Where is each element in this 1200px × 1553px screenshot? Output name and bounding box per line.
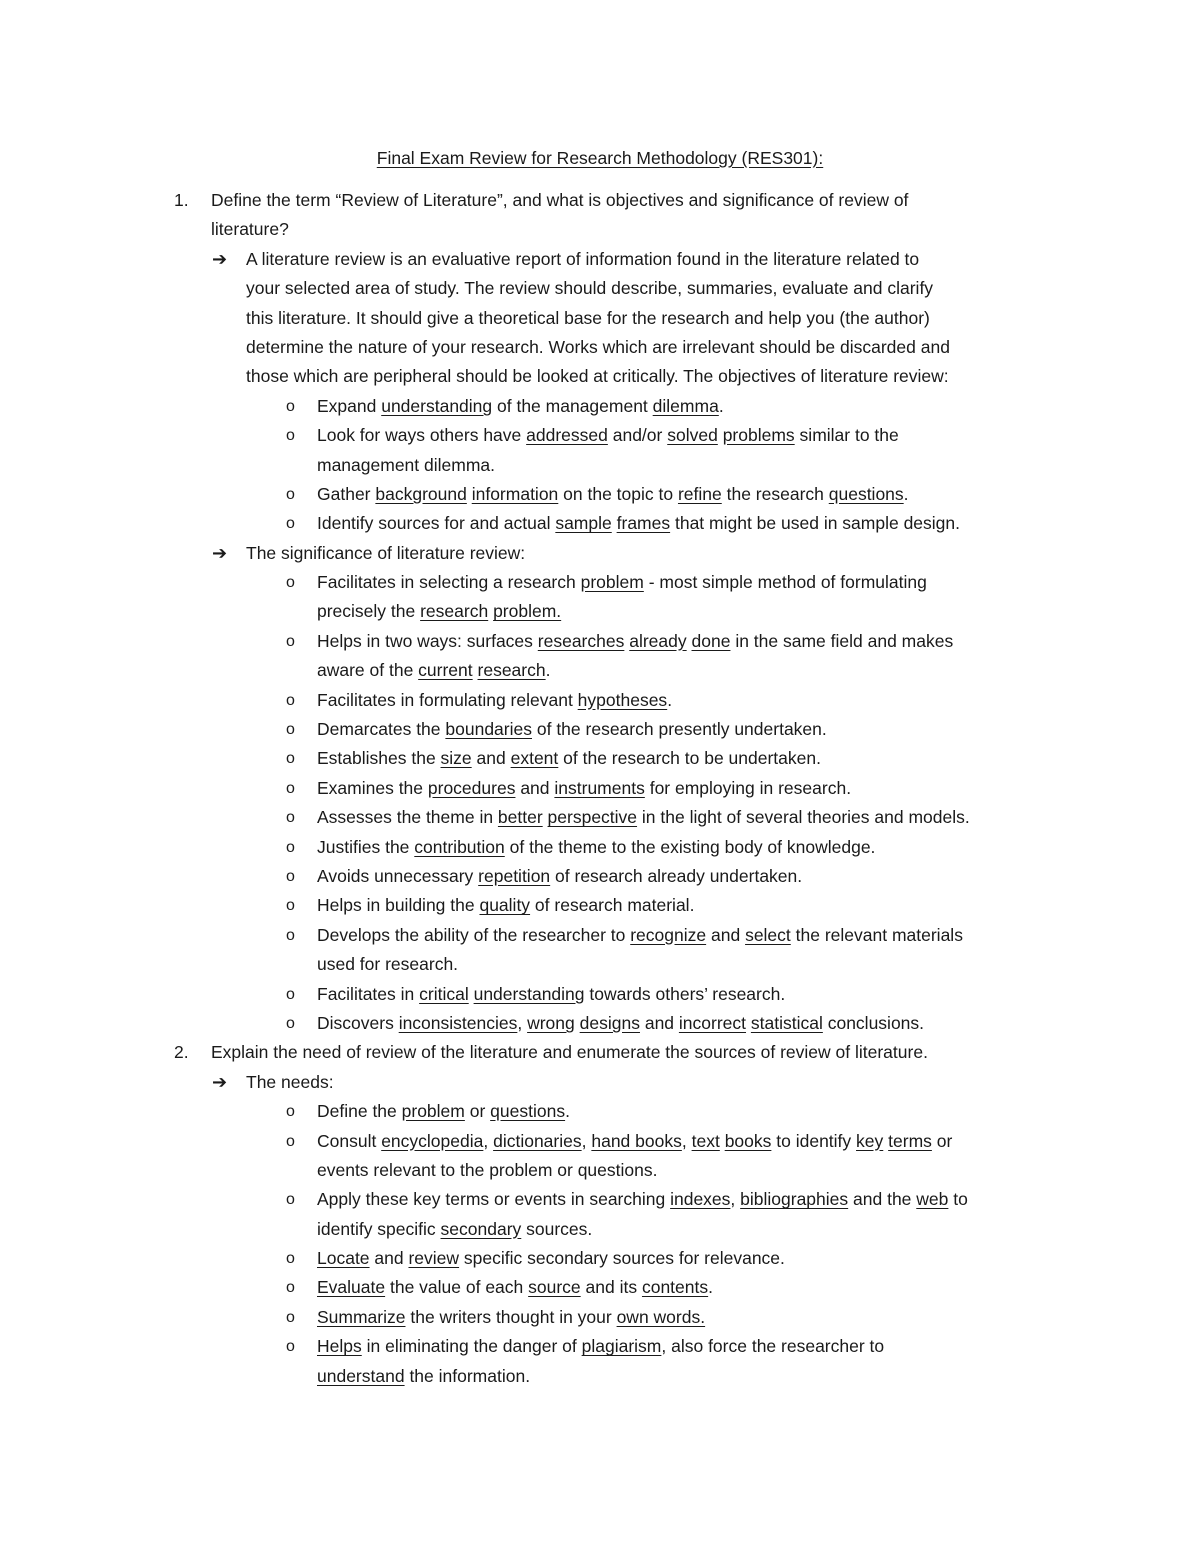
line-text: Avoids unnecessary repetition of research already undertaken. — [317, 865, 803, 886]
bullet-icon: o — [286, 1191, 295, 1209]
text-line — [0, 1215, 1200, 1244]
underlined-term: encyclopedia — [381, 1130, 484, 1151]
text-line — [0, 568, 1200, 597]
text-line — [0, 1009, 1200, 1038]
underlined-term: Locate — [317, 1248, 370, 1269]
text-line — [0, 480, 1200, 509]
text-line — [0, 186, 1200, 215]
text-line — [0, 304, 1200, 333]
line-text: Consult encyclopedia, dictionaries, hand books, text books to identify key terms or — [317, 1130, 953, 1151]
underlined-term: incorrect — [678, 1012, 747, 1033]
line-text: Facilitates in critical understanding towards others’ research. — [317, 983, 786, 1004]
text-line — [0, 1185, 1200, 1214]
text-line — [0, 627, 1200, 656]
text-line — [0, 245, 1200, 274]
line-text: Identify sources for and actual sample frames that might be used in sample design. — [317, 513, 961, 534]
underlined-term: text — [691, 1130, 720, 1151]
text-line — [0, 1303, 1200, 1332]
text-line — [0, 392, 1200, 421]
bullet-icon: o — [286, 574, 295, 592]
underlined-term: current — [418, 660, 473, 681]
line-text: literature? — [211, 219, 289, 240]
line-text: Justifies the contribution of the theme to the existing body of knowledge. — [317, 836, 876, 857]
underlined-term: contents — [641, 1277, 709, 1298]
underlined-term: contribution — [414, 836, 505, 857]
bullet-icon: o — [286, 897, 295, 915]
bullet-icon: o — [286, 427, 295, 445]
text-line — [0, 1156, 1200, 1185]
underlined-term: problems — [722, 425, 795, 446]
underlined-term: bibliographies — [740, 1189, 849, 1210]
text-line — [0, 833, 1200, 862]
line-text: A literature review is an evaluative report of information found in the literature related to — [246, 248, 920, 269]
line-text: Helps in two ways: surfaces researches already done in the same field and makes — [317, 630, 954, 651]
line-text: understand the information. — [317, 1365, 531, 1386]
underlined-term: understanding — [381, 395, 493, 416]
underlined-term: dilemma — [652, 395, 719, 416]
underlined-term: questions — [828, 483, 904, 504]
line-text: The significance of literature review: — [246, 542, 526, 563]
bullet-icon: o — [286, 985, 295, 1003]
list-number: 1. — [174, 190, 189, 210]
arrow-icon: ➔ — [212, 542, 228, 563]
underlined-term: recognize — [630, 924, 707, 945]
document-body — [0, 186, 1200, 1391]
bullet-icon: o — [286, 867, 295, 885]
line-text: Gather background information on the topic to refine the research questions. — [317, 483, 909, 504]
underlined-term: already — [629, 630, 687, 651]
line-text: Establishes the size and extent of the research to be undertaken. — [317, 748, 821, 769]
underlined-term: procedures — [427, 777, 516, 798]
underlined-term: quality — [479, 895, 531, 916]
text-line — [0, 862, 1200, 891]
underlined-term: indexes — [670, 1189, 731, 1210]
bullet-icon: o — [286, 721, 295, 739]
text-line — [0, 1127, 1200, 1156]
bullet-icon: o — [286, 1103, 295, 1121]
bullet-icon: o — [286, 926, 295, 944]
underlined-term: extent — [510, 748, 559, 769]
list-number: 2. — [174, 1042, 189, 1063]
underlined-term: instruments — [554, 777, 645, 798]
line-text: Define the problem or questions. — [317, 1101, 570, 1122]
text-line — [0, 451, 1200, 480]
line-text: Expand understanding of the management dilemma. — [317, 395, 724, 416]
underlined-term: researches — [537, 630, 625, 651]
line-text: Assesses the theme in better perspective in the light of several theories and models. — [317, 807, 970, 828]
bullet-icon: o — [286, 397, 295, 415]
underlined-term: hand books — [591, 1130, 682, 1151]
underlined-term: critical — [419, 983, 469, 1004]
bullet-icon: o — [286, 1014, 295, 1032]
line-text: those which are peripheral should be looked at critically. The objectives of literature review: — [246, 366, 949, 387]
line-text: your selected area of study. The review should describe, summaries, evaluate and clarify — [246, 278, 934, 299]
bullet-icon: o — [286, 1250, 295, 1268]
bullet-icon: o — [286, 485, 295, 503]
text-line — [0, 1273, 1200, 1302]
text-line — [0, 539, 1200, 568]
bullet-icon: o — [286, 1308, 295, 1326]
underlined-term: frames — [616, 513, 671, 534]
line-text: Helps in building the quality of research material. — [317, 895, 695, 916]
text-line — [0, 950, 1200, 979]
bullet-icon: o — [286, 779, 295, 797]
underlined-term: source — [528, 1277, 581, 1298]
underlined-term: dictionaries — [493, 1130, 582, 1151]
text-line — [0, 333, 1200, 362]
underlined-term: problem — [580, 572, 644, 593]
line-text: Discovers inconsistencies, wrong designs and incorrect statistical conclusions. — [317, 1012, 925, 1033]
underlined-term: done — [691, 630, 731, 651]
line-text: Apply these key terms or events in searching indexes, bibliographies and the web to — [317, 1189, 968, 1210]
underlined-term: boundaries — [445, 719, 532, 740]
text-line — [0, 715, 1200, 744]
line-text: Develops the ability of the researcher to recognize and select the relevant materials — [317, 924, 963, 945]
text-line — [0, 509, 1200, 538]
line-text: Summarize the writers thought in your own words. — [317, 1306, 706, 1327]
line-text: Locate and review specific secondary sources for relevance. — [317, 1248, 785, 1269]
text-line — [0, 744, 1200, 773]
underlined-term: repetition — [478, 865, 551, 886]
underlined-term: inconsistencies — [398, 1012, 518, 1033]
underlined-term: key — [856, 1130, 884, 1151]
text-line — [0, 1038, 1200, 1067]
underlined-term: Summarize — [317, 1306, 406, 1327]
line-text: this literature. It should give a theoretical base for the research and help you (the author) — [246, 307, 930, 328]
underlined-term: hypotheses — [577, 689, 668, 710]
underlined-term: secondary — [440, 1218, 522, 1239]
line-text: precisely the research problem. — [317, 601, 562, 622]
bullet-icon: o — [286, 1338, 295, 1356]
line-text: management dilemma. — [317, 454, 495, 475]
arrow-icon: ➔ — [212, 248, 228, 269]
underlined-term: select — [745, 924, 791, 945]
arrow-icon: ➔ — [212, 1071, 228, 1092]
underlined-term: research — [420, 601, 489, 622]
bullet-icon: o — [286, 515, 295, 533]
text-line — [0, 1332, 1200, 1361]
text-line — [0, 803, 1200, 832]
underlined-term: Evaluate — [317, 1277, 386, 1298]
text-line — [0, 686, 1200, 715]
underlined-term: terms — [888, 1130, 932, 1151]
text-line — [0, 1362, 1200, 1391]
underlined-term: background — [375, 483, 467, 504]
line-text: Helps in eliminating the danger of plagiarism, also force the researcher to — [317, 1336, 885, 1357]
bullet-icon: o — [286, 632, 295, 650]
text-line — [0, 656, 1200, 685]
text-line — [0, 774, 1200, 803]
line-text: The needs: — [246, 1071, 334, 1092]
text-line — [0, 1097, 1200, 1126]
line-text: Evaluate the value of each source and its contents. — [317, 1277, 713, 1298]
text-line — [0, 891, 1200, 920]
underlined-term: research — [477, 660, 546, 681]
line-text: Demarcates the boundaries of the research presently undertaken. — [317, 719, 827, 740]
underlined-term: perspective — [547, 807, 638, 828]
text-line — [0, 597, 1200, 626]
underlined-term: problem — [401, 1101, 465, 1122]
line-text: Define the term “Review of Literature”, and what is objectives and significance of review of — [211, 190, 909, 210]
line-text: events relevant to the problem or questions. — [317, 1159, 658, 1180]
bullet-icon: o — [286, 691, 295, 709]
underlined-term: web — [916, 1189, 949, 1210]
underlined-term: understand — [317, 1365, 405, 1386]
text-line — [0, 421, 1200, 450]
underlined-term: better — [497, 807, 543, 828]
underlined-term: designs — [579, 1012, 640, 1033]
underlined-term: wrong — [527, 1012, 575, 1033]
page-title: Final Exam Review for Research Methodology (RES301): — [376, 148, 824, 168]
underlined-term: size — [440, 748, 472, 769]
line-text: Look for ways others have addressed and/or solved problems similar to the — [317, 425, 899, 446]
line-text: Examines the procedures and instruments for employing in research. — [317, 777, 852, 798]
text-line — [0, 215, 1200, 244]
underlined-term: review — [408, 1248, 460, 1269]
text-line — [0, 1244, 1200, 1273]
text-line — [0, 362, 1200, 391]
line-text: identify specific secondary sources. — [317, 1218, 593, 1239]
bullet-icon: o — [286, 809, 295, 827]
underlined-term: Helps — [317, 1336, 362, 1357]
text-line — [0, 921, 1200, 950]
underlined-term: information — [471, 483, 559, 504]
line-text: Facilitates in formulating relevant hypotheses. — [317, 689, 673, 710]
line-text: used for research. — [317, 954, 459, 975]
text-line — [0, 980, 1200, 1009]
underlined-term: plagiarism — [581, 1336, 662, 1357]
underlined-term: own words. — [616, 1306, 706, 1327]
underlined-term: sample — [555, 513, 612, 534]
bullet-icon: o — [286, 1132, 295, 1150]
line-text: Explain the need of review of the literature and enumerate the sources of review of literature. — [211, 1042, 928, 1063]
text-line — [0, 274, 1200, 303]
underlined-term: questions — [490, 1101, 566, 1122]
line-text: aware of the current research. — [317, 660, 551, 681]
underlined-term: problem. — [493, 601, 562, 622]
underlined-term: addressed — [526, 425, 608, 446]
underlined-term: understanding — [473, 983, 585, 1004]
underlined-term: refine — [677, 483, 722, 504]
text-line — [0, 1068, 1200, 1097]
bullet-icon: o — [286, 1279, 295, 1297]
underlined-term: solved — [667, 425, 718, 446]
bullet-icon: o — [286, 750, 295, 768]
line-text: Facilitates in selecting a research problem - most simple method of formulating — [317, 572, 927, 593]
underlined-term: statistical — [750, 1012, 823, 1033]
line-text: determine the nature of your research. Works which are irrelevant should be discarded and — [246, 336, 950, 357]
bullet-icon: o — [286, 838, 295, 856]
underlined-term: books — [724, 1130, 772, 1151]
